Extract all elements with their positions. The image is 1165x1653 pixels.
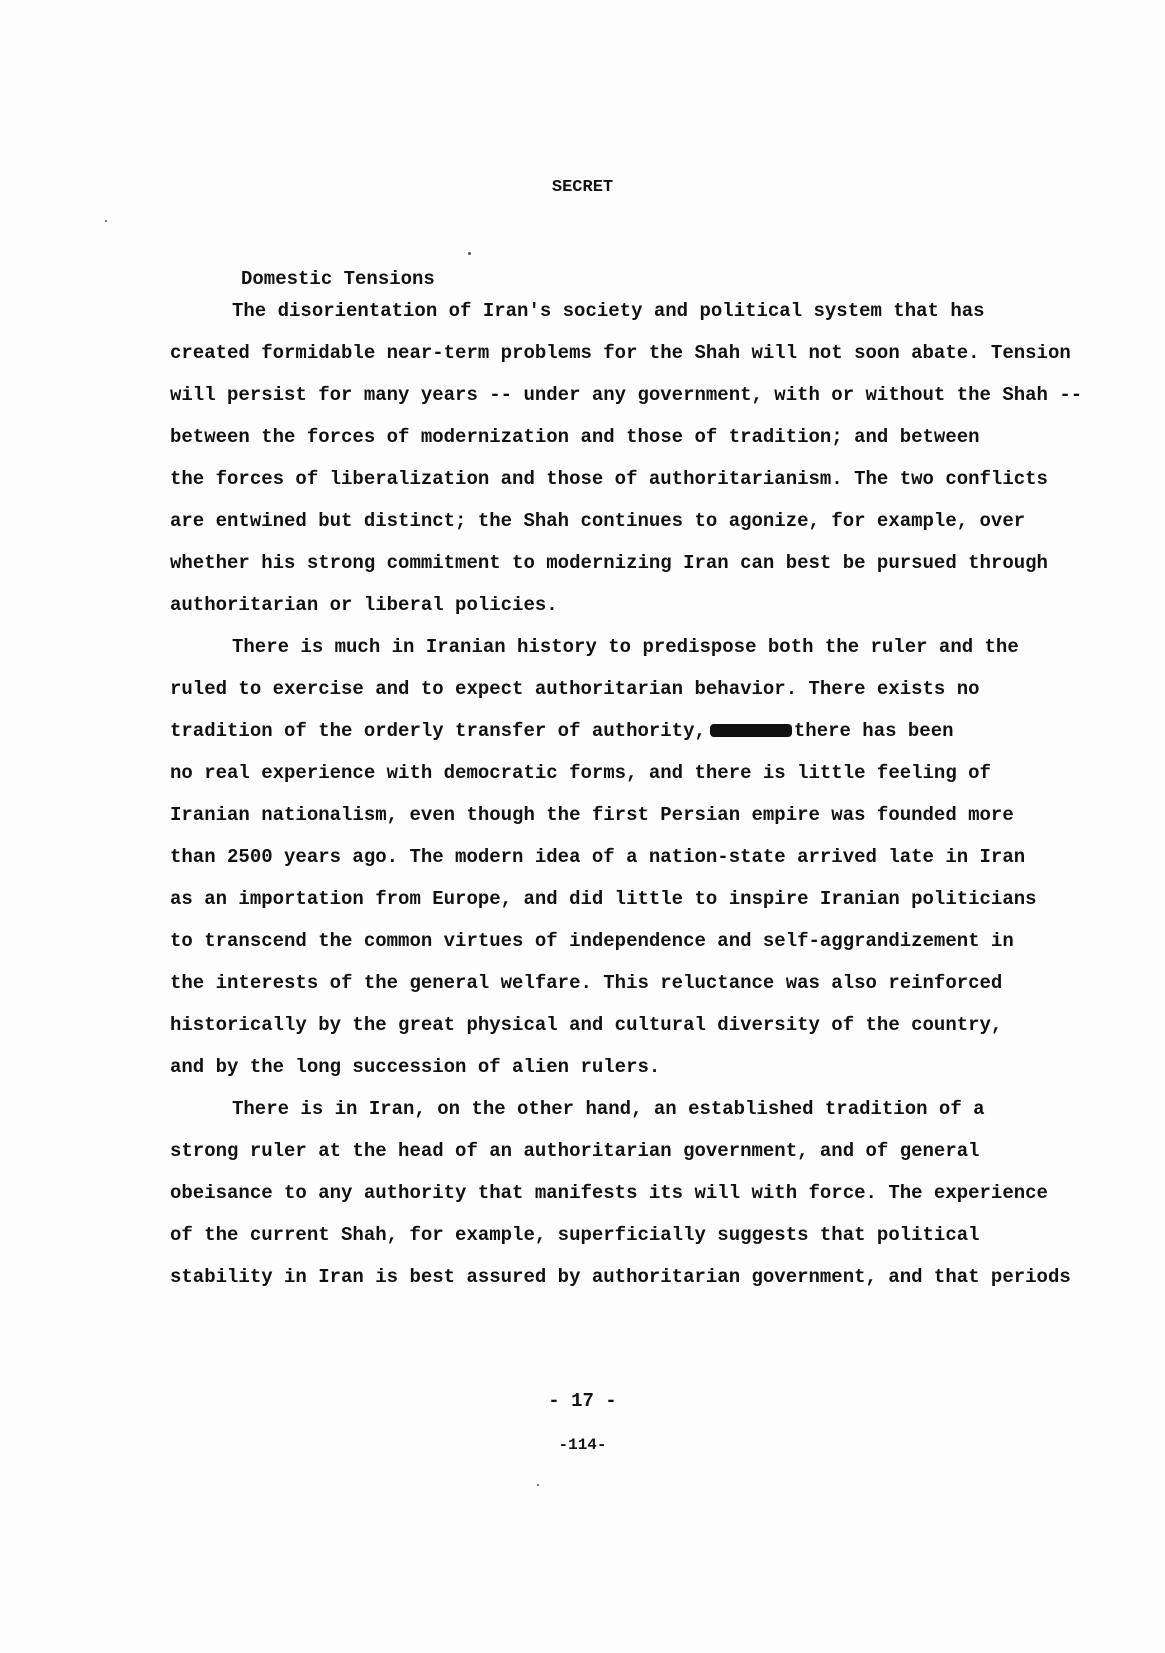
classification-marking: SECRET bbox=[551, 178, 614, 197]
paragraph-line: created formidable near-term problems for the Shah will not soon abate. Tension bbox=[170, 342, 1071, 364]
text-after-redaction: there has been bbox=[793, 720, 954, 742]
scan-speck bbox=[537, 1484, 539, 1486]
paragraph-line: obeisance to any authority that manifests its will with force. The experience bbox=[170, 1182, 1048, 1204]
scan-speck bbox=[105, 220, 107, 222]
paragraph-line: are entwined but distinct; the Shah continues to agonize, for example, over bbox=[170, 510, 1026, 532]
redaction-mark bbox=[710, 724, 792, 737]
text-before-redaction: tradition of the orderly transfer of authority, bbox=[170, 720, 706, 742]
page-number: - 17 - bbox=[548, 1390, 617, 1412]
paragraph-line: as an importation from Europe, and did little to inspire Iranian politicians bbox=[170, 888, 1037, 910]
paragraph-line: and by the long succession of alien rulers. bbox=[170, 1056, 661, 1078]
paragraph-line: stability in Iran is best assured by authoritarian government, and that periods bbox=[170, 1266, 1071, 1288]
paragraph-line: the interests of the general welfare. This reluctance was also reinforced bbox=[170, 972, 1003, 994]
paragraph-line: to transcend the common virtues of independence and self-aggrandizement in bbox=[170, 930, 1014, 952]
paragraph-line: whether his strong commitment to modernizing Iran can best be pursued through bbox=[170, 552, 1048, 574]
paragraph-line: than 2500 years ago. The modern idea of a nation-state arrived late in Iran bbox=[170, 846, 1026, 868]
paragraph-line: between the forces of modernization and those of tradition; and between bbox=[170, 426, 980, 448]
paragraph-line: There is much in Iranian history to predispose both the ruler and the bbox=[232, 636, 1019, 658]
paragraph-line-with-redaction bbox=[170, 720, 954, 742]
paragraph-line: Iranian nationalism, even though the first Persian empire was founded more bbox=[170, 804, 1014, 826]
paragraph-line: of the current Shah, for example, superficially suggests that political bbox=[170, 1224, 980, 1246]
paragraph-line: There is in Iran, on the other hand, an established tradition of a bbox=[232, 1098, 985, 1120]
paragraph-line: strong ruler at the head of an authoritarian government, and of general bbox=[170, 1140, 980, 1162]
paragraph-line: will persist for many years -- under any government, with or without the Shah -- bbox=[170, 384, 1083, 406]
scan-speck bbox=[468, 252, 471, 255]
paragraph-line: The disorientation of Iran's society and political system that has bbox=[232, 300, 985, 322]
paragraph-line: the forces of liberalization and those of authoritarianism. The two conflicts bbox=[170, 468, 1048, 490]
paragraph-line: ruled to exercise and to expect authoritarian behavior. There exists no bbox=[170, 678, 980, 700]
archive-page-number: -114- bbox=[558, 1436, 607, 1454]
paragraph-line: historically by the great physical and cultural diversity of the country, bbox=[170, 1014, 1003, 1036]
section-heading: Domestic Tensions bbox=[241, 268, 435, 290]
paragraph-line: authoritarian or liberal policies. bbox=[170, 594, 558, 616]
paragraph-line: no real experience with democratic forms, and there is little feeling of bbox=[170, 762, 991, 784]
